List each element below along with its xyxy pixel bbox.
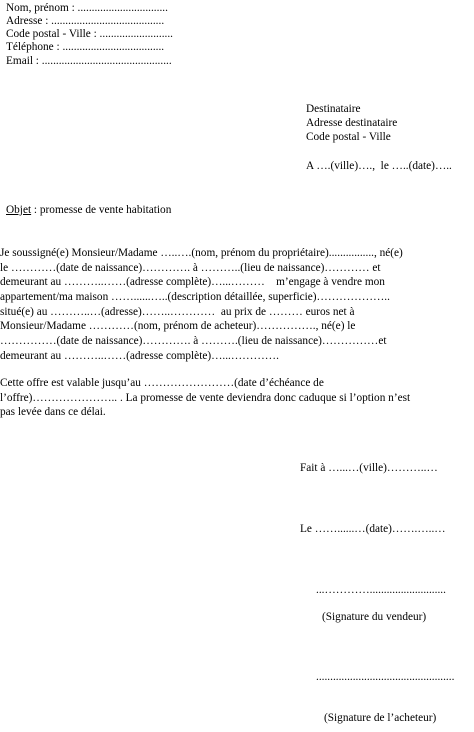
recipient-line-3: Code postal - Ville xyxy=(306,131,391,143)
paragraph2-line: pas levée dans ce délai. xyxy=(0,406,106,418)
paragraph2-line: Cette offre est valable jusqu’au ……………………(date d’échéance de xyxy=(0,377,324,389)
recipient-line-1: Destinataire xyxy=(306,103,361,115)
buyer-signature-label: (Signature de l’acheteur) xyxy=(324,712,437,724)
paragraph1-line: ……………(date de naissance)…………. à ……….(lieu de naissance)……………et xyxy=(0,335,387,347)
sender-postal-line: Code postal - Ville : .......................... xyxy=(6,28,173,40)
recipient-line-2: Adresse destinataire xyxy=(306,117,398,129)
paragraph1-line: appartement/ma maison ……......…..(description détaillée, superficie)……………….. xyxy=(0,291,390,303)
paragraph1-line: Je soussigné(e) Monsieur/Madame …..….(nom, prénom du propriétaire)................, né(e) xyxy=(0,247,403,259)
object-text: : promesse de vente habitation xyxy=(31,204,172,216)
paragraph1-line: le …………(date de naissance)…………. à ………..(lieu de naissance)………… et xyxy=(0,262,381,274)
paragraph1-line: situé(e) au ………..…(adresse)……..………… au prix de ……… euros net à xyxy=(0,306,355,318)
paragraph2-line: l’offre)………………….. . La promesse de vente deviendra donc caduque si l’option n’est xyxy=(0,392,411,404)
buyer-signature-dots: ................................................. xyxy=(316,671,455,683)
object-line xyxy=(6,204,171,217)
sender-address-line: Adresse : ........................................ xyxy=(6,15,165,27)
seller-signature-label: (Signature du vendeur) xyxy=(322,611,427,623)
sender-name-line: Nom, prénom : ................................ xyxy=(6,2,168,14)
sender-email-line: Email : .............................................. xyxy=(6,55,172,67)
object-label: Objet xyxy=(6,204,32,216)
paragraph1-line: demeurant au ………..……(adresse complète)…...…………. xyxy=(0,350,279,362)
paragraph1-line: demeurant au ………..……(adresse complète)…...……… m’engage à vendre mon xyxy=(0,276,385,288)
paragraph1-line: Monsieur/Madame …………(nom, prénom de acheteur)……………., né(e) le xyxy=(0,320,356,332)
sender-phone-line: Téléphone : .................................... xyxy=(6,41,165,53)
closing-date-line: Le ……......…(date)…….…..… xyxy=(300,523,446,535)
made-at-line: Fait à …...…(ville)………..… xyxy=(300,462,438,474)
seller-signature-dots: ...…………........................... xyxy=(316,584,446,596)
place-date-line: A ….(ville)…., le …..(date)….. xyxy=(306,160,452,172)
